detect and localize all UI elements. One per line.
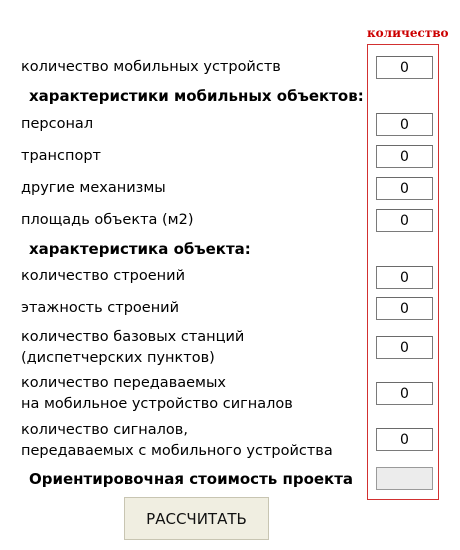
signals-to-device-input[interactable] (376, 382, 433, 405)
mobile-devices-label: количество мобильных устройств (21, 59, 281, 75)
signals-from-device-label-line1: количество сигналов, (21, 422, 188, 438)
estimate-output (376, 467, 433, 490)
object-area-input[interactable] (376, 209, 433, 232)
building-floors-label: этажность строений (21, 300, 180, 316)
buildings-count-label: количество строений (21, 268, 185, 284)
calculate-button[interactable]: РАССЧИТАТЬ (124, 497, 269, 540)
building-floors-input[interactable] (376, 297, 433, 320)
transport-input[interactable] (376, 145, 433, 168)
other-machines-label: другие механизмы (21, 180, 166, 196)
base-stations-label-line2: (диспетчерских пунктов) (21, 350, 215, 366)
base-stations-label-line1: количество базовых станций (21, 329, 245, 345)
signals-to-device-label (21, 373, 293, 415)
object-area-label: площадь объекта (м2) (21, 212, 194, 228)
mobile-devices-input[interactable] (376, 56, 433, 79)
personnel-input[interactable] (376, 113, 433, 136)
section-mobile-objects-heading: характеристики мобильных объектов: (29, 87, 364, 105)
signals-from-device-input[interactable] (376, 428, 433, 451)
estimate-label: Ориентировочная стоимость проекта (29, 470, 354, 488)
buildings-count-input[interactable] (376, 266, 433, 289)
base-stations-input[interactable] (376, 336, 433, 359)
signals-to-device-label-line2: на мобильное устройство сигналов (21, 396, 293, 412)
transport-label: транспорт (21, 148, 101, 164)
other-machines-input[interactable] (376, 177, 433, 200)
signals-to-device-label-line1: количество передаваемых (21, 375, 227, 391)
personnel-label: персонал (21, 116, 94, 132)
base-stations-label (21, 327, 244, 369)
signals-from-device-label-line2: передаваемых с мобильного устройства (21, 443, 333, 459)
signals-from-device-label (21, 420, 333, 462)
section-object-heading: характеристика объекта: (29, 240, 251, 258)
quantity-column-header: количество (367, 26, 449, 40)
